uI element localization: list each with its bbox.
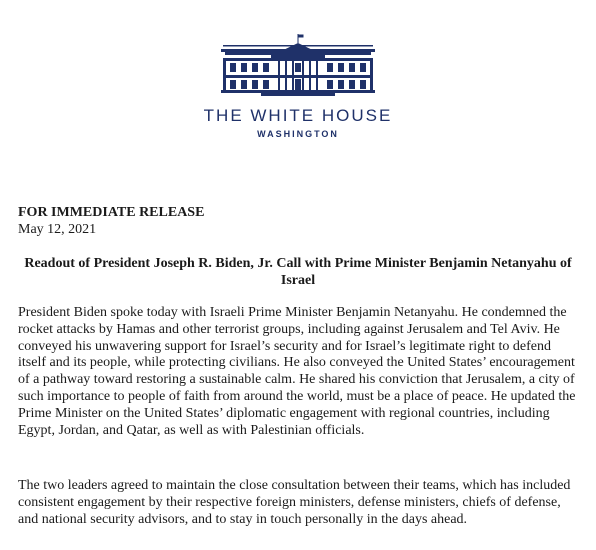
- white-house-logo: [0, 34, 596, 140]
- release-label: FOR IMMEDIATE RELEASE: [18, 205, 205, 220]
- article-paragraph: President Biden spoke today with Israeli Prime Minister Benjamin Netanyahu. He condemned the rocket attacks by Hamas and other terrorist groups, including against Jerusalem and Tel Aviv. He conveyed his unwavering support for Israel’s security and for Israel’s legitimate right to defend itself and its people, while protecting civilians. He also conveyed the United States’ encouragement of a pathway toward restoring a sustainable calm. He shared his conviction that Jerusalem, a city of such importance to people of faith from around the world, must be a place of peace. He updated the Prime Minister on the United States’ diplomatic engagement with regional countries, including Egypt, Jordan, and Qatar, as well as with Palestinian officials.: [18, 305, 576, 438]
- article-headline: Readout of President Joseph R. Biden, Jr. Call with Prime Minister Benjamin Netanyahu of Israel: [24, 256, 572, 288]
- white-house-building-icon: [221, 34, 375, 96]
- site-title: THE WHITE HOUSE: [203, 106, 393, 125]
- release-date: May 12, 2021: [18, 222, 97, 237]
- site-subtitle: WASHINGTON: [257, 129, 339, 139]
- article-paragraph: The two leaders agreed to maintain the close consultation between their teams, which has included consistent engagement by their respective foreign ministers, defense ministers, chiefs of defense, and national security advisors, and to stay in touch personally in the days ahead.: [18, 478, 571, 527]
